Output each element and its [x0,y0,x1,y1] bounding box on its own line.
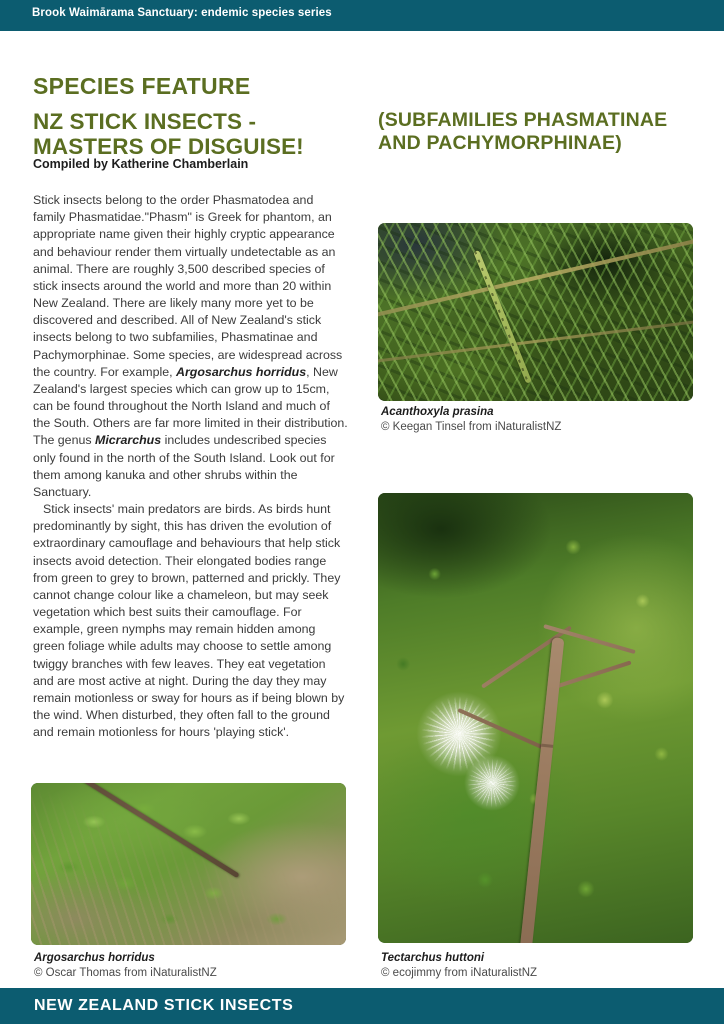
caption-species-name: Acanthoxyla prasina [381,406,494,418]
paragraph-1-text-b: , New Zealand's largest species which can grow up to 15cm, can be found throughout the North Island and much of the South. Others are far more limited in their distribution. The genus [33,364,348,448]
caption-photo-credit: © Oscar Thomas from iNaturalistNZ [34,967,217,980]
footer-title: NEW ZEALAND STICK INSECTS [34,997,294,1014]
caption-acanthoxyla-prasina [381,405,701,436]
paragraph-2: Stick insects' main predators are birds. As birds hunt predominantly by sight, this has driven the evolution of extraordinary camouflage and behaviours that help stick insects avoid detection. Their elongated bodies range from green to grey to brown, patterned and prickly. They cannot change colour like a chameleon, but may seek vegetation which best suits their camouflage. For example, green nymphs may remain hidden among green foliage while adults may choose to settle among twiggy branches with few leaves. They eat vegetation and are most active at night. During the day they may remain motionless or sway for hours as if being blown by the wind. When disturbed, they often fall to the ground and remain motionless for hours 'playing stick'. [33,502,345,740]
caption-tectarchus-huttoni [381,951,701,982]
caption-argosarchus-horridus [34,951,354,982]
page-footer-bar [0,988,724,1024]
header-title: Brook Waimārama Sanctuary: endemic species series [32,7,332,19]
caption-species-name: Tectarchus huttoni [381,952,485,964]
page-header-bar [0,0,724,31]
photo-argosarchus-horridus [31,783,346,945]
paragraph-1-text-c: includes undescribed species only found in the north of the South Island. Look out for them among kanuka and other shrubs within the Sanctuary. [33,433,335,499]
caption-photo-credit: © Keegan Tinsel from iNaturalistNZ [381,421,562,434]
photo-acanthoxyla-prasina [378,223,693,401]
paragraph-1-text-a: Stick insects belong to the order Phasmatodea and family Phasmatidae."Phasm" is Greek for phantom, an appropriate name given their highly cryptic appearance and behaviour render them virtually undetectable as an animal. There are roughly 3,500 described species of stick insects around the world and more than 20 within New Zealand. There are likely many more yet to be discovered and described. All of New Zealand's stick insects belong to two subfamilies, Phasmatinae and Pachymorphinae. Some species, are widespread across the country. For example, [33,193,343,379]
caption-photo-credit: © ecojimmy from iNaturalistNZ [381,967,538,980]
page-content [0,31,724,980]
page-title: NZ STICK INSECTS - MASTERS OF DISGUISE! [33,109,304,160]
kicker-species-feature: SPECIES FEATURE [33,73,251,99]
article-body [33,192,349,742]
byline: Compiled by Katherine Chamberlain [33,157,249,171]
scientific-name-micrarchus: Micrarchus [95,433,162,448]
scientific-name-argosarchus-horridus: Argosarchus horridus [176,364,307,379]
paragraph-1 [33,192,349,501]
white-flower-small [463,754,521,812]
caption-species-name: Argosarchus horridus [34,952,155,964]
photo-tectarchus-huttoni [378,493,693,943]
dry-grass-background [31,783,346,945]
subfamilies-heading: (SUBFAMILIES PHASMATINAE AND PACHYMORPHINAE) [378,109,668,154]
